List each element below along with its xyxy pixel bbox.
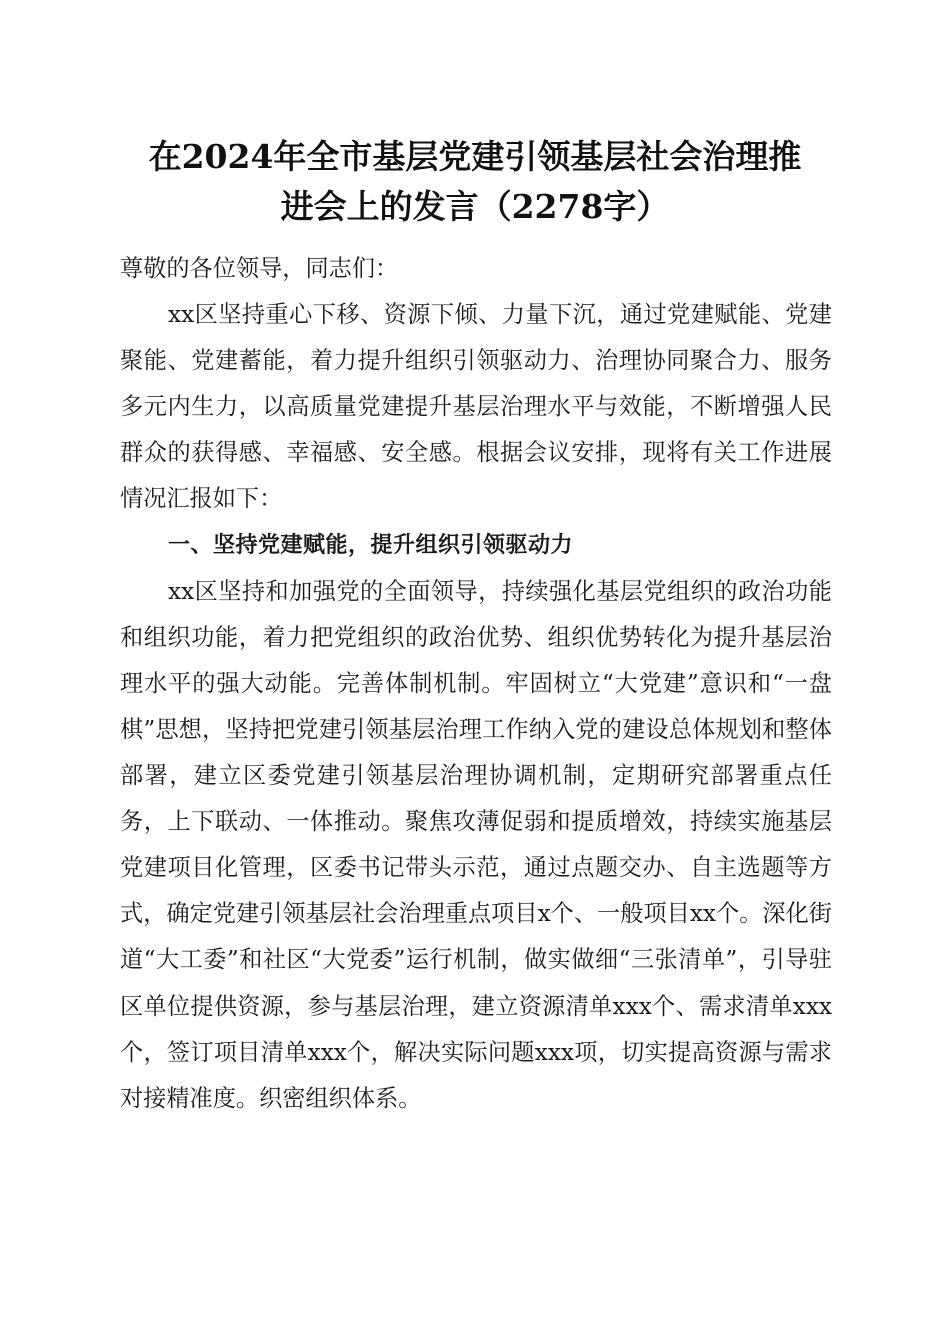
title-line-2: 进会上的发言（2278字）	[280, 187, 670, 226]
intro-paragraph: xx区坚持重心下移、资源下倾、力量下沉，通过党建赋能、党建聚能、党建蓄能，着力提升组织引领驱动力、治理协同聚合力、服务多元内生力，以高质量党建提升基层治理水平与效能，不断增强人民群众的获得感、幸福感、安全感。根据会议安排，现将有关工作进展情况汇报如下：	[120, 301, 832, 513]
document-title	[120, 132, 830, 232]
salutation: 尊敬的各位领导，同志们：	[120, 255, 399, 282]
title-line-1: 在2024年全市基层党建引领基层社会治理推	[148, 137, 802, 176]
document-body	[120, 246, 832, 1122]
section-heading: 一、坚持党建赋能，提升组织引领驱动力	[168, 532, 574, 558]
section-paragraph: xx区坚持和加强党的全面领导，持续强化基层党组织的政治功能和组织功能，着力把党组织的政治优势、组织优势转化为提升基层治理水平的强大动能。完善体制机制。牢固树立“大党建”意识和“一盘棋”思想，坚持把党建引领基层治理工作纳入党的建设总体规划和整体部署，建立区委党建引领基层治理协调机制，定期研究部署重点任务，上下联动、一体推动。聚焦攻薄促弱和提质增效，持续实施基层党建项目化管理，区委书记带头示范，通过点题交办、自主选题等方式，确定党建引领基层社会治理重点项目x个、一般项目xx个。深化街道“大工委”和社区“大党委”运行机制，做实做细“三张清单”，引导驻区单位提供资源，参与基层治理，建立资源清单xxx个、需求清单xxx个，签订项目清单xxx个，解决实际问题xxx项，切实提高资源与需求对接精准度。织密组织体系。	[120, 577, 832, 1112]
